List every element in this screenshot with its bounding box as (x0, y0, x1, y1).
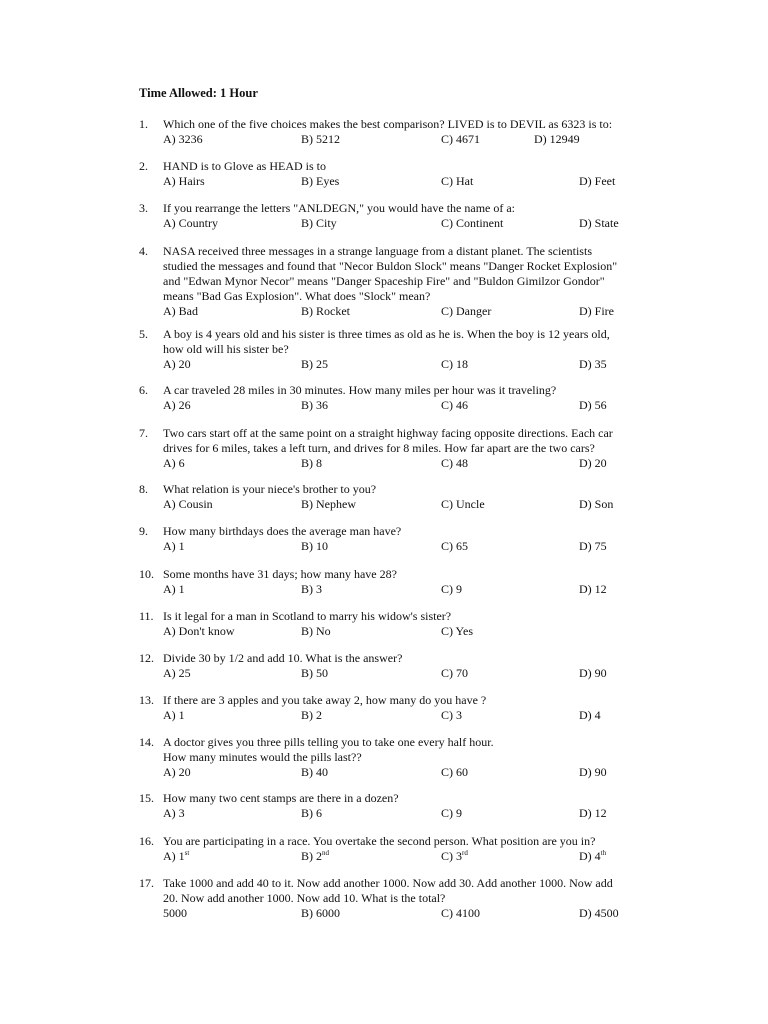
answer-option-label: C) Danger (441, 304, 492, 318)
answer-option-b (301, 765, 328, 780)
answer-option-c (441, 132, 480, 147)
answer-options (139, 132, 659, 147)
answer-option-label: D) State (579, 216, 619, 230)
answer-option-label: A) 1 (163, 849, 185, 863)
question-9 (139, 524, 659, 554)
answer-options (139, 765, 659, 780)
ordinal-suffix: th (600, 849, 607, 857)
question-6 (139, 383, 659, 413)
answer-option-d (579, 806, 607, 821)
answer-option-d (534, 132, 580, 147)
answer-option-d (579, 765, 607, 780)
answer-option-label: C) 48 (441, 456, 468, 470)
ordinal-suffix: st (184, 849, 190, 857)
question-text (163, 567, 659, 582)
answer-option-label: C) 18 (441, 357, 468, 371)
answer-option-b (301, 666, 328, 681)
answer-option-label: C) Continent (441, 216, 504, 230)
question-number: 5. (139, 327, 148, 341)
answer-option-d (579, 849, 606, 864)
answer-option-label: B) Rocket (301, 304, 350, 318)
answer-option-b (301, 132, 340, 147)
answer-option-a (163, 849, 189, 864)
answer-option-label: A) Bad (163, 304, 198, 318)
answer-option-c (441, 624, 473, 639)
question-text (163, 201, 659, 216)
question-17 (139, 876, 659, 921)
answer-option-label: B) 6 (301, 806, 322, 820)
answer-option-b (301, 539, 328, 554)
question-number: 12. (139, 651, 154, 665)
answer-option-label: A) 1 (163, 582, 185, 596)
answer-option-label: D) 75 (579, 539, 607, 553)
answer-option-b (301, 624, 331, 639)
answer-option-label: B) 40 (301, 765, 328, 779)
answer-option-label: A) 6 (163, 456, 185, 470)
answer-option-a (163, 357, 191, 372)
question-14 (139, 735, 659, 780)
question-text-line: Some months have 31 days; how many have 28? (163, 567, 397, 581)
question-text (163, 383, 659, 398)
question-number: 15. (139, 791, 154, 805)
question-text-line: A boy is 4 years old and his sister is three times as old as he is. When the boy is 12 years old, (163, 327, 610, 341)
answer-option-a (163, 539, 185, 554)
answer-options (139, 174, 659, 189)
question-10 (139, 567, 659, 597)
answer-option-c (441, 216, 503, 231)
question-number: 8. (139, 482, 148, 496)
answer-option-a (163, 806, 185, 821)
answer-option-d (579, 357, 607, 372)
question-text-line: Is it legal for a man in Scotland to marry his widow's sister? (163, 609, 452, 623)
question-number: 17. (139, 876, 154, 890)
question-text-line: NASA received three messages in a strange language from a distant planet. The scientists (163, 244, 592, 258)
answer-option-label: D) 12949 (534, 132, 580, 146)
answer-option-c (441, 806, 462, 821)
answer-option-label: C) 70 (441, 666, 468, 680)
question-text-line: If you rearrange the letters "ANLDEGN," you would have the name of a: (163, 201, 516, 215)
answer-option-label: A) Cousin (163, 497, 213, 511)
question-number: 2. (139, 159, 148, 173)
answer-option-label: C) 65 (441, 539, 468, 553)
question-text (163, 524, 659, 539)
answer-option-a (163, 304, 198, 319)
question-13 (139, 693, 659, 723)
question-number: 4. (139, 244, 148, 258)
question-text-line: How many two cent stamps are there in a dozen? (163, 791, 399, 805)
answer-option-label: C) Hat (441, 174, 474, 188)
question-text-line: how old will his sister be? (163, 342, 289, 356)
answer-option-label: D) Son (579, 497, 614, 511)
answer-options (139, 216, 659, 231)
answer-option-c (441, 666, 468, 681)
answer-option-a (163, 666, 191, 681)
answer-option-b (301, 708, 322, 723)
answer-option-c (441, 456, 468, 471)
answer-option-label: C) Uncle (441, 497, 485, 511)
answer-option-b (301, 216, 337, 231)
question-text-line: 20. Now add another 1000. Now add 10. What is the total? (163, 891, 446, 905)
question-7 (139, 426, 659, 471)
answer-option-label: B) 3 (301, 582, 322, 596)
answer-option-label: B) 10 (301, 539, 328, 553)
question-text (163, 327, 659, 357)
answer-option-label: D) 4 (579, 849, 601, 863)
answer-option-b (301, 582, 322, 597)
answer-option-c (441, 539, 468, 554)
answer-option-a (163, 216, 218, 231)
question-text-line: If there are 3 apples and you take away 2, how many do you have ? (163, 693, 487, 707)
question-number: 11. (139, 609, 154, 623)
question-text-line: Which one of the five choices makes the best comparison? LIVED is to DEVIL as 6323 is to: (163, 117, 613, 131)
question-1 (139, 117, 659, 147)
answer-option-d (579, 906, 619, 921)
question-text-line: You are participating in a race. You overtake the second person. What position are you in? (163, 834, 596, 848)
answer-option-label: A) 1 (163, 708, 185, 722)
question-text-line: A car traveled 28 miles in 30 minutes. How many miles per hour was it traveling? (163, 383, 557, 397)
answer-option-c (441, 708, 462, 723)
question-12 (139, 651, 659, 681)
answer-option-label: B) No (301, 624, 331, 638)
answer-option-label: D) Fire (579, 304, 614, 318)
question-text (163, 834, 659, 849)
question-number: 7. (139, 426, 148, 440)
answer-option-label: C) 3 (441, 708, 462, 722)
answer-options (139, 357, 659, 372)
answer-options (139, 666, 659, 681)
answer-option-label: B) Nephew (301, 497, 356, 511)
question-text (163, 244, 659, 304)
answer-option-d (579, 398, 607, 413)
answer-option-label: A) Country (163, 216, 218, 230)
answer-option-b (301, 497, 356, 512)
answer-option-b (301, 357, 328, 372)
answer-option-label: B) 36 (301, 398, 328, 412)
question-text-line: A doctor gives you three pills telling you to take one every half hour. (163, 735, 494, 749)
answer-option-label: A) 26 (163, 398, 191, 412)
answer-options (139, 624, 659, 639)
question-number: 10. (139, 567, 154, 581)
answer-options (139, 806, 659, 821)
answer-option-label: A) Don't know (163, 624, 235, 638)
answer-option-d (579, 216, 619, 231)
answer-option-d (579, 174, 615, 189)
answer-option-label: D) 56 (579, 398, 607, 412)
answer-option-c (441, 497, 485, 512)
answer-option-c (441, 906, 480, 921)
answer-option-a (163, 624, 235, 639)
answer-option-label: D) Feet (579, 174, 616, 188)
answer-option-label: C) 9 (441, 582, 462, 596)
answer-option-label: A) 1 (163, 539, 185, 553)
question-number: 16. (139, 834, 154, 848)
answer-option-c (441, 174, 473, 189)
question-text (163, 791, 659, 806)
answer-option-d (579, 497, 613, 512)
question-text (163, 735, 659, 765)
answer-option-c (441, 357, 468, 372)
answer-option-label: A) Hairs (163, 174, 205, 188)
answer-option-label: C) 4100 (441, 906, 480, 920)
answer-option-a (163, 398, 191, 413)
answer-option-label: D) 4 (579, 708, 601, 722)
answer-option-label: B) 5212 (301, 132, 340, 146)
question-text-line: Take 1000 and add 40 to it. Now add another 1000. Now add 30. Add another 1000. Now add (163, 876, 613, 890)
answer-option-b (301, 906, 340, 921)
question-text-line: drives for 6 miles, takes a left turn, and drives for 8 miles. How far apart are the two cars? (163, 441, 595, 455)
answer-option-d (579, 539, 607, 554)
answer-option-label: A) 3236 (163, 132, 203, 146)
question-text-line: How many minutes would the pills last?? (163, 750, 362, 764)
answer-option-label: C) 3 (441, 849, 462, 863)
question-number: 13. (139, 693, 154, 707)
answer-option-label: B) 2 (301, 708, 322, 722)
answer-option-label: C) 4671 (441, 132, 480, 146)
question-4 (139, 244, 659, 319)
answer-option-d (579, 304, 614, 319)
answer-option-label: B) 8 (301, 456, 322, 470)
question-text-line: How many birthdays does the average man have? (163, 524, 402, 538)
answer-option-label: C) 60 (441, 765, 468, 779)
answer-option-label: B) Eyes (301, 174, 340, 188)
answer-option-c (441, 849, 468, 864)
answer-option-c (441, 582, 462, 597)
question-number: 3. (139, 201, 148, 215)
answer-option-c (441, 398, 468, 413)
answer-option-a (163, 456, 185, 471)
question-text (163, 159, 659, 174)
answer-options (139, 582, 659, 597)
answer-option-label: D) 20 (579, 456, 607, 470)
question-number: 9. (139, 524, 148, 538)
answer-options (139, 304, 659, 319)
answer-option-d (579, 708, 601, 723)
question-text (163, 876, 659, 906)
answer-option-label: C) 9 (441, 806, 462, 820)
answer-option-label: D) 12 (579, 806, 607, 820)
question-text-line: means "Bad Gas Explosion". What does "Slock" mean? (163, 289, 431, 303)
answer-option-label: C) 46 (441, 398, 468, 412)
answer-option-label: D) 90 (579, 765, 607, 779)
answer-option-b (301, 806, 322, 821)
ordinal-suffix: rd (462, 849, 468, 857)
answer-option-d (579, 666, 607, 681)
answer-options (139, 849, 659, 864)
question-2 (139, 159, 659, 189)
answer-option-label: B) 50 (301, 666, 328, 680)
answer-option-label: A) 25 (163, 666, 191, 680)
answer-option-d (579, 582, 607, 597)
answer-option-label: 5000 (163, 906, 187, 920)
question-text-line: Divide 30 by 1/2 and add 10. What is the answer? (163, 651, 403, 665)
question-number: 1. (139, 117, 148, 131)
answer-option-b (301, 849, 329, 864)
question-number: 6. (139, 383, 148, 397)
answer-option-b (301, 174, 339, 189)
question-text-line: studied the messages and found that "Necor Buldon Slock" means "Danger Rocket Explosion" (163, 259, 618, 273)
answer-option-label: D) 4500 (579, 906, 619, 920)
answer-option-label: A) 20 (163, 765, 191, 779)
question-15 (139, 791, 659, 821)
time-allowed-heading: Time Allowed: 1 Hour (139, 86, 258, 100)
question-8 (139, 482, 659, 512)
answer-option-label: D) 35 (579, 357, 607, 371)
answer-option-b (301, 398, 328, 413)
answer-option-label: B) 6000 (301, 906, 340, 920)
answer-options (139, 906, 659, 921)
answer-option-d (579, 456, 607, 471)
answer-option-b (301, 304, 350, 319)
answer-option-label: D) 12 (579, 582, 607, 596)
question-5 (139, 327, 659, 372)
answer-option-a (163, 174, 205, 189)
answer-options (139, 708, 659, 723)
answer-option-label: B) City (301, 216, 337, 230)
answer-option-a (163, 708, 185, 723)
question-11 (139, 609, 659, 639)
answer-option-label: C) Yes (441, 624, 474, 638)
answer-option-a (163, 582, 185, 597)
question-text (163, 693, 659, 708)
question-number: 14. (139, 735, 154, 749)
answer-option-label: D) 90 (579, 666, 607, 680)
question-text (163, 117, 659, 132)
answer-option-label: A) 20 (163, 357, 191, 371)
answer-options (139, 456, 659, 471)
answer-options (139, 497, 659, 512)
answer-option-a (163, 497, 213, 512)
answer-option-b (301, 456, 322, 471)
answer-options (139, 398, 659, 413)
answer-option-a (163, 132, 203, 147)
question-text (163, 426, 659, 456)
answer-options (139, 539, 659, 554)
question-text-line: HAND is to Glove as HEAD is to (163, 159, 326, 173)
question-text-line: and "Edwan Mynor Necor" means "Danger Spaceship Fire" and "Buldon Gimilzor Gondor" (163, 274, 605, 288)
question-16 (139, 834, 659, 864)
answer-option-label: B) 25 (301, 357, 328, 371)
question-text (163, 609, 659, 624)
question-text-line: Two cars start off at the same point on a straight highway facing opposite directions. Each car (163, 426, 613, 440)
question-text (163, 482, 659, 497)
answer-option-a (163, 906, 187, 921)
answer-option-label: B) 2 (301, 849, 322, 863)
question-text-line: What relation is your niece's brother to you? (163, 482, 377, 496)
answer-option-c (441, 765, 468, 780)
ordinal-suffix: nd (322, 849, 329, 857)
answer-option-a (163, 765, 191, 780)
answer-option-label: A) 3 (163, 806, 185, 820)
question-text (163, 651, 659, 666)
question-3 (139, 201, 659, 231)
answer-option-c (441, 304, 491, 319)
